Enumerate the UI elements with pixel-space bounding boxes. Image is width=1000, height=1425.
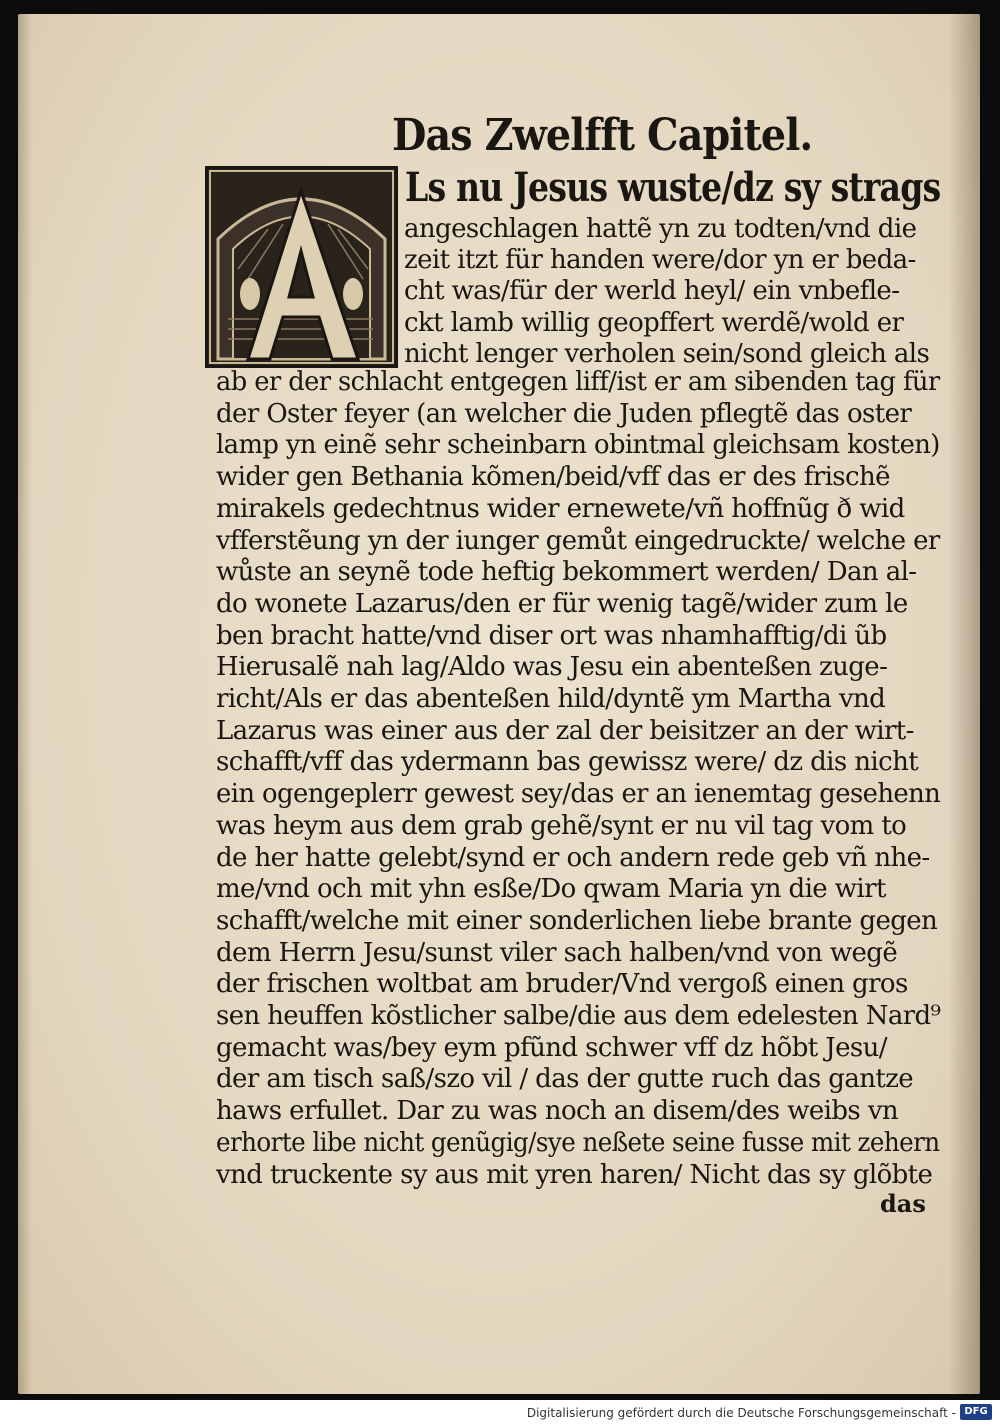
text-line: me/vnd och mit yhn esße/Do qwam Maria yn die wirt [216,874,886,905]
text-line: ckt lamb willig geopffert werdẽ/wold er [404,307,904,338]
text-line: der am tisch saß/szo vil / das der gutte ruch das gantze [216,1064,914,1095]
page-edge-shadow [18,14,32,1394]
text-line: ab er der schlacht entgegen liff/ist er am sibenden tag für [216,367,940,397]
text-line: haws erfullet. Dar zu was noch an disem/des weibs vn [216,1096,899,1127]
text-line: wůste an seynẽ tode heftig bekommert werden/ Dan al- [216,557,917,588]
footer-credit: Digitalisierung gefördert durch die Deutsche Forschungsgemeinschaft - [526,1406,956,1420]
woodcut-initial-icon [208,169,395,365]
text-line: de her hatte gelebt/synd er och andern rede geb vñ nhe- [216,842,930,873]
text-line: gemacht was/bey eym pfũnd schwer vff dz hõbt Jesu/ [216,1032,887,1063]
text-line: erhorte libe nicht genũgig/sye neßete seine fusse mit zehern [216,1127,940,1158]
dfg-logo: DFG [960,1404,992,1420]
text-line: was heym aus dem grab gehẽ/synt er nu vil tag vom to [216,810,907,841]
text-line: richt/Als er das abenteßen hild/dyntẽ ym Martha vnd [216,684,886,714]
text-line: vnd truckente sy aus mit yren haren/ Nicht das sy glõbte [216,1159,933,1190]
text-line: ben bracht hatte/vnd diser ort was nhamhafftig/di ũb [216,620,887,651]
catchword: das [880,1189,926,1218]
text-line: sen heuffen kõstlicher salbe/die aus dem edelesten Nard⁹ [216,1001,941,1031]
text-line: lamp yn einẽ sehr scheinbarn obintmal gleichsam kosten) [216,430,940,461]
text-line: schafft/welche mit einer sonderlichen liebe brante gegen [216,905,938,936]
text-line: ein ogengeplerr gewest sey/das er an ienemtag gesehenn [216,779,941,810]
text-line: Hierusalẽ nah lag/Aldo was Jesu ein abenteßen zuge- [216,652,888,683]
gutter-shadow [948,14,980,1394]
text-line: cht was/für der werld heyl/ ein vnbefle- [404,276,900,307]
text-line: nicht lenger verholen sein/sond gleich als [404,338,930,369]
chapter-title: Das Zwelfft Capitel. [392,110,813,161]
text-line: dem Herrn Jesu/sunst viler sach halben/vnd von wegẽ [216,937,898,968]
text-line: zeit itzt für handen were/dor yn er beda- [404,245,916,276]
text-line: mirakels gedechtnus wider ernewete/vñ hoffnũg ð wid [216,493,905,524]
text-line: Lazarus was einer aus der zal der beisitzer an der wirt- [216,715,914,746]
text-line: angeschlagen hattẽ yn zu todten/vnd die [404,214,917,244]
text-line: do wonete Lazarus/den er für wenig tagẽ/wider zum le [216,588,908,619]
decorated-initial-a [205,166,398,368]
text-line: wider gen Bethania kõmen/beid/vff das er des frischẽ [216,462,890,493]
text-line: schafft/vff das ydermann bas gewissz were/ dz dis nicht [216,747,919,778]
text-line: der Oster feyer (an welcher die Juden pflegtẽ das oster [216,398,912,429]
text-line: der frischen woltbat am bruder/Vnd vergoß einen gros [216,969,908,1000]
text-line: vfferstẽung yn der iunger gemůt eingedruckte/ welche er [216,525,940,556]
first-line: Ls nu Jesus wuste/dz sy strags [405,164,941,211]
